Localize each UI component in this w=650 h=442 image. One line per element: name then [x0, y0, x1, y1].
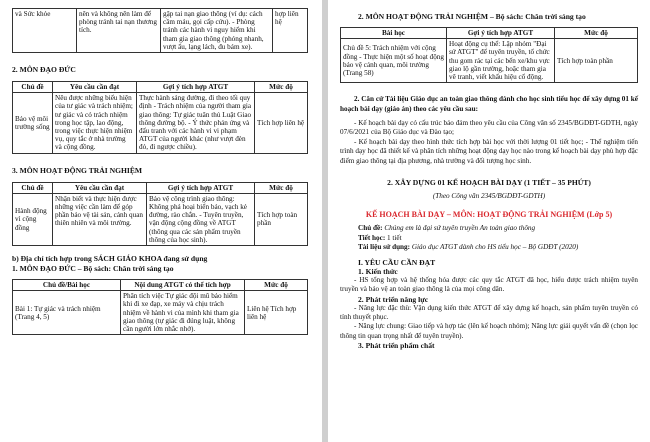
material-label: Tài liệu sử dụng: [358, 243, 411, 252]
section-title: 1. MÔN ĐẠO ĐỨC – Bộ sách: Chân trời sáng tạo [12, 264, 174, 274]
bullet-item: - Kế hoạch bài dạy theo hình thức tích hợp bài học với thời lượng 01 tiết học; - Thể nghiệm tiến trình dạy học đã thiết kế và phân tích những hoạt động dạy học nào trong kế hoạch bài dạy phù hợp đặc điểm giao thông tại địa phương, nhà trường và đối tượng học sinh. [340, 137, 638, 165]
skill-text: - Năng lực đặc thù: Vận dụng kiến thức ATGT để xây dựng kế hoạch, sản phẩm tuyên truyền có tính thuyết phục. [340, 303, 638, 321]
table-cell: Tích hợp toàn phần [255, 193, 308, 245]
requirements-heading: I. YÊU CẦU CẦN ĐẠT [358, 257, 436, 267]
table-row [13, 193, 308, 245]
table-cell: Bảo vệ môi trường sống [13, 93, 53, 153]
table-header-row [13, 182, 308, 193]
table-cell: Tích hợp liên hệ [255, 93, 308, 153]
table-cell: hợp liên hệ [273, 9, 308, 53]
top-table [12, 8, 308, 53]
table-header-row [13, 280, 308, 291]
column-header: Chủ đề [13, 82, 53, 93]
column-header: Gợi ý tích hợp ATGT [447, 28, 555, 39]
period-label: Tiết học: [358, 233, 386, 242]
experience-table [12, 182, 308, 246]
activity-table [340, 27, 638, 83]
table-cell: Bảo vệ công trình giao thông: Không phá hoại biển báo, vạch kẻ đường, rào chắn. - Tuyên truyền, vận động cộng đồng về ATGT (thông qua các sản phẩm truyền thông của học sinh). [147, 193, 255, 245]
table-cell: Tích hợp toàn phần [555, 39, 638, 83]
material-line [340, 243, 638, 252]
table-cell: Phân tích việc Tự giác đội mũ bảo hiểm khi đi xe đạp, xe máy và chịu trách nhiệm về hành vi của mình khi tham gia giao thông (tự giác đi đúng luật, không cần người lớn nhắc nhở). [121, 291, 245, 335]
table-cell: Hành động vì cộng đồng [13, 193, 53, 245]
table-cell: và Sức khỏe [13, 9, 77, 53]
table-cell: Bài 1: Tự giác và trách nhiệm (Trang 4, 5) [13, 291, 121, 335]
knowledge-text: - HS tổng hợp và hệ thống hóa được các quy tắc ATGT đã học, hiểu được trách nhiệm tuyên truyền và bảo vệ an toàn giao thông là của mọi công dân. [340, 275, 638, 294]
left-page [0, 0, 322, 442]
table-row [13, 9, 308, 53]
period-line [340, 234, 638, 243]
section-title: b) Địa chỉ tích hợp trong SÁCH GIÁO KHOA đang sử dụng [12, 254, 208, 264]
build-title: 2. XÂY DỰNG 01 KẾ HOẠCH BÀI DẠY (1 TIẾT – 35 PHÚT) [387, 178, 591, 188]
column-header: Chủ đề [13, 182, 53, 193]
topic-value: Chúng em là đại sứ tuyên truyền An toàn giao thông [384, 224, 536, 233]
table-row [341, 39, 638, 83]
table-row [13, 291, 308, 335]
section-title: 2. MÔN ĐẠO ĐỨC [12, 65, 76, 75]
column-header: Mức độ [255, 182, 308, 193]
table-cell: Nhận biết và thực hiện được những việc cần làm để góp phần bảo vệ tài sản, cảnh quan thiên nhiên và môi trường. [53, 193, 147, 245]
table-row [13, 93, 308, 153]
table-header-row [341, 28, 638, 39]
column-header: Yêu cầu cần đạt [53, 82, 137, 93]
table-cell: Hoạt động cụ thể: Lập nhóm "Đại sứ ATGT" để tuyên truyền, tổ chức thu gom rác tại các bến xe/khu vực giao lộ gần trường, hoặc tham gia vẽ tranh, viết khẩu hiệu cổ động. [447, 39, 555, 83]
material-value: Giáo dục ATGT dành cho HS tiểu học – Bộ GDĐT (2020) [411, 243, 579, 252]
section-title: 2. MÔN HOẠT ĐỘNG TRẢI NGHIỆM – Bộ sách: Chân trời sáng tạo [358, 12, 586, 21]
column-header: Mức độ [245, 280, 308, 291]
table-cell: Thực hành sáng đường, đi theo tối quy định - Trách nhiệm của người tham gia giao thông: Tự giác tuân thủ Luật Giao thông đường bộ. - Ý thức phản ứng và đấu tranh với các hành vi vi phạm ATGT của người khác (như vượt đèn đỏ, đi ngược chiều). [137, 93, 255, 153]
column-header: Bài học [341, 28, 447, 39]
plan-title: KẾ HOẠCH BÀI DẠY – MÔN: HOẠT ĐỘNG TRẢI NGHIỆM (Lớp 5) [365, 210, 613, 220]
period-value: 1 tiết [387, 233, 402, 242]
column-header: Nội dung ATGT có thể tích hợp [121, 280, 245, 291]
column-header: Yêu cầu cần đạt [53, 182, 147, 193]
basis-paragraph: 2. Căn cứ Tài liệu Giáo dục an toàn giao thông dành cho học sinh tiểu học để xây dựng 01 kế hoạch bài dạy (giáo án) theo các yêu cầu sau: [340, 95, 638, 113]
table-header-row [13, 82, 308, 93]
knowledge-heading: 1. Kiến thức [358, 266, 398, 276]
column-header: Mức độ [255, 82, 308, 93]
quality-heading: 3. Phát triển phẩm chất [358, 341, 435, 351]
column-header: Gợi ý tích hợp ATGT [147, 182, 255, 193]
bullet-item: - Kế hoạch bài dạy có cấu trúc bảo đảm theo yêu cầu của Công văn số 2345/BGDĐT-GDTH, ngày 07/6/2021 của Bộ Giáo dục và Đào tạo; [340, 119, 638, 137]
column-header: Chủ đề/Bài học [13, 280, 121, 291]
skill-text: - Năng lực chung: Giao tiếp và hợp tác (lên kế hoạch nhóm); Năng lực giải quyết vấn đề (chọn lọc thông tin quan trọng nhất để tuyên truyền). [340, 322, 638, 340]
topic-line [340, 224, 638, 233]
column-header: Gợi ý tích hợp ATGT [137, 82, 255, 93]
topic-label: Chủ đề: [358, 224, 383, 233]
right-page [328, 0, 650, 442]
section-title: 3. MÔN HOẠT ĐỘNG TRẢI NGHIỆM [12, 165, 143, 175]
table-cell: nên và không nên làm để phòng tránh tai nạn thương tích. [77, 9, 161, 53]
textbook-table [12, 279, 308, 335]
skill-heading: 2. Phát triển năng lực [358, 294, 429, 304]
table-cell: Liên hệ Tích hợp liên hệ [245, 291, 308, 335]
table-cell: Nêu được những biểu hiện của tư giác và trách nhiệm; tư giác và có trách nhiệm trong học tập, lao động, trong việc thực hiện nhiệm vụ, quy tắc ở nhà trường và cộng đồng. [53, 93, 137, 153]
column-header: Mức độ [555, 28, 638, 39]
build-subtitle: (Theo Công văn 2345/BGDĐT-GDTH) [432, 192, 546, 201]
table-cell: gặp tai nạn giao thông (ví dụ: cách cầm máu, gọi cấp cứu). - Phòng tránh các hành vi nguy hiểm khi tham gia giao thông (phóng nhanh, vượt ẩu, lạng lách, đu bám xe). [161, 9, 273, 53]
table-cell: Chủ đề 5: Trách nhiệm với cộng đồng - Thực hiện một số hoạt động bảo vệ cảnh quan, môi trường (Trang 58) [341, 39, 447, 83]
ethics-table [12, 81, 308, 154]
